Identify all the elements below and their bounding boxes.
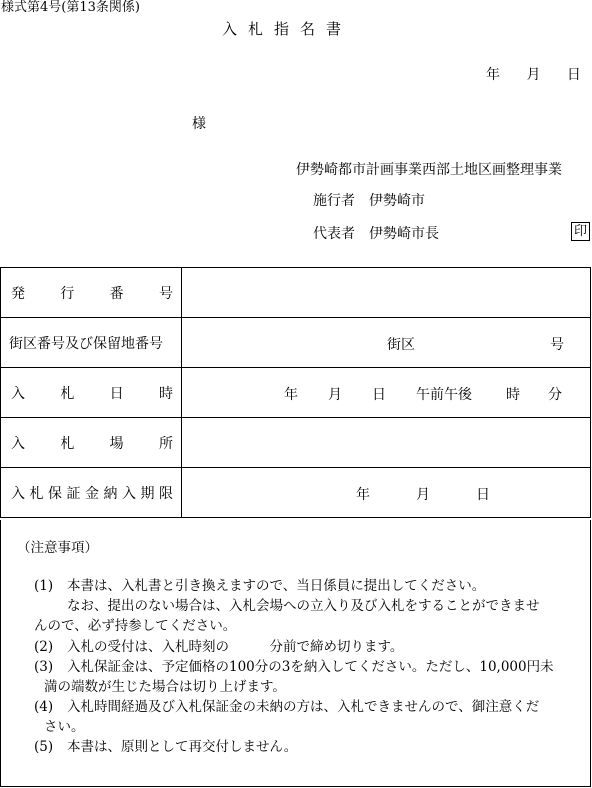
representative-line <box>313 227 439 241</box>
addressee-honorific: 様 <box>192 116 206 132</box>
lot-number-label <box>1 318 182 368</box>
label-char: 札 <box>60 435 75 452</box>
bid-minute-unit: 分 <box>548 387 562 403</box>
label-char: 入 <box>122 485 136 502</box>
note-number: (2) <box>34 639 54 655</box>
label-char: 場 <box>109 435 124 452</box>
deposit-year-unit: 年 <box>356 487 370 503</box>
note-item <box>34 576 540 636</box>
bid-place-label <box>1 418 182 468</box>
label-char: 所 <box>158 435 173 452</box>
lot-number-label-text: 街区番号及び保留地番号 <box>9 335 163 352</box>
date-year-unit: 年 <box>486 67 500 83</box>
deposit-deadline-value <box>182 468 591 518</box>
label-char: 入 <box>11 485 25 502</box>
bid-month-unit: 月 <box>328 387 342 403</box>
label-char: 金 <box>85 485 99 502</box>
note-line: んので、必ず持参してください。 <box>34 618 237 634</box>
note-number: (4) <box>34 699 54 715</box>
bid-info-table <box>0 267 591 518</box>
label-char: 入 <box>11 435 25 452</box>
note-line: 入札時間経過及び入札保証金の未納の方は、入札できませんので、御注意くだ <box>67 699 540 715</box>
table-row-deposit-deadline <box>1 468 591 518</box>
bid-day-unit: 日 <box>372 387 386 403</box>
document-title: 入札指名書 <box>222 20 353 38</box>
issue-number-label-text <box>1 283 181 303</box>
deposit-deadline-label <box>1 468 182 518</box>
bid-place-label-text <box>1 433 181 453</box>
bid-datetime-label <box>1 368 182 418</box>
note-line: 本書は、原則として再交付しません。 <box>67 739 298 755</box>
note-number: (1) <box>34 578 54 594</box>
note-item <box>34 697 539 737</box>
notes-heading: （注意事項） <box>17 540 98 556</box>
bid-datetime-label-text <box>1 383 181 403</box>
label-char: 発 <box>11 285 25 302</box>
date-day-unit: 日 <box>566 67 581 83</box>
table-row-bid-datetime <box>1 368 591 418</box>
label-char: 期 <box>140 485 155 502</box>
note-line: 本書は、入札書と引き換えますので、当日係員に提出してください。 <box>67 578 486 594</box>
table-row-bid-place <box>1 418 591 468</box>
note-line: さい。 <box>44 719 85 735</box>
label-char: 保 <box>48 485 62 502</box>
note-line: なお、提出のない場合は、入札会場への立入り及び入札をすることができませ <box>67 598 540 614</box>
note-line: 入札の受付は、入札時刻の 分前で締め切ります。 <box>67 639 404 655</box>
label-char: 証 <box>66 485 81 502</box>
lot-number-value <box>182 318 591 368</box>
label-char: 日 <box>109 385 124 402</box>
deposit-month-unit: 月 <box>416 487 430 503</box>
bid-hour-unit: 時 <box>506 387 520 403</box>
deposit-day-unit: 日 <box>476 487 490 503</box>
note-line: 満の端数が生じた場合は切り上げます。 <box>44 679 286 695</box>
project-name: 伊勢崎都市計画事業西部土地区画整理事業 <box>296 162 562 178</box>
note-line: 入札保証金は、予定価格の100分の3を納入してください。ただし、10,000円未 <box>67 659 554 675</box>
deposit-deadline-label-text <box>1 483 181 503</box>
representative-label: 代表者 <box>313 226 355 242</box>
block-unit: 街区 <box>387 337 415 353</box>
label-char: 札 <box>29 485 44 502</box>
label-char: 納 <box>103 485 118 502</box>
notes-section <box>0 520 591 787</box>
label-char: 入 <box>11 385 25 402</box>
label-char: 号 <box>158 285 173 302</box>
issuer-label: 施行者 <box>313 193 355 209</box>
issue-number-label <box>1 268 182 318</box>
label-char: 行 <box>60 285 75 302</box>
table-row-issue-number <box>1 268 591 318</box>
bid-year-unit: 年 <box>284 387 298 403</box>
bid-ampm-unit: 午前午後 <box>416 387 472 403</box>
note-item <box>34 657 554 697</box>
note-number: (5) <box>34 739 54 755</box>
form-number: 様式第4号(第13条関係) <box>1 0 140 15</box>
note-item <box>34 737 297 757</box>
table-row-lot-number <box>1 318 591 368</box>
issue-date <box>486 68 581 82</box>
number-unit: 号 <box>550 337 564 353</box>
bid-place-value <box>182 418 591 468</box>
issuer-line <box>313 194 425 208</box>
note-item <box>34 637 403 657</box>
issuer-value: 伊勢崎市 <box>369 193 425 209</box>
label-char: 限 <box>159 485 173 502</box>
date-month-unit: 月 <box>526 67 541 83</box>
label-char: 時 <box>158 385 173 402</box>
seal-mark: 印 <box>571 222 590 241</box>
issue-number-value <box>182 268 591 318</box>
representative-value: 伊勢崎市長 <box>369 226 439 242</box>
note-number: (3) <box>34 659 54 675</box>
label-char: 番 <box>109 285 124 302</box>
bid-datetime-value <box>182 368 591 418</box>
label-char: 札 <box>60 385 75 402</box>
